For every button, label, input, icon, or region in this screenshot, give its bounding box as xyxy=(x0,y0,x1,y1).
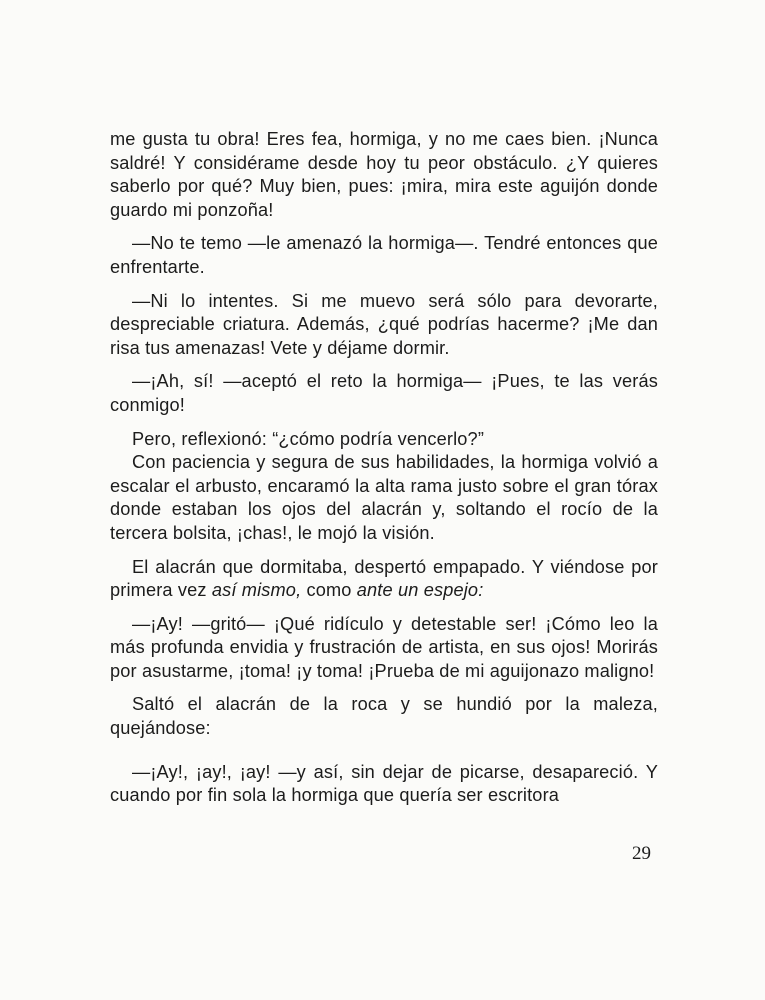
paragraph-7-text-b: como xyxy=(301,580,357,601)
paragraph-7-italic-b: ante un espejo: xyxy=(356,580,484,601)
page-number: 29 xyxy=(632,843,651,864)
paragraph-3: —Ni lo intentes. Si me muevo será sólo para devorarte, despreciable criatura. Además, ¿qué podrías hacerme? ¡Me dan risa tus amenazas! Vete y déjame dormir. xyxy=(110,290,658,358)
paragraph-10: —¡Ay!, ¡ay!, ¡ay! —y así, sin dejar de picarse, desapareció. Y cuando por fin sola la hormiga que quería ser escritora xyxy=(110,761,658,806)
paragraph-5: Pero, reflexionó: “¿cómo podría vencerlo?” xyxy=(132,428,485,449)
paragraph-9: Saltó el alacrán de la roca y se hundió por la maleza, quejándose: xyxy=(110,694,658,739)
paragraph-1: me gusta tu obra! Eres fea, hormiga, y no me caes bien. ¡Nunca saldré! Y considérame desde hoy tu peor obstáculo. ¿Y quieres saberlo por qué? Muy bien, pues: ¡mira, mira este aguijón donde guardo mi ponzoña! xyxy=(110,129,658,220)
paragraph-7 xyxy=(110,556,658,603)
paragraph-7-italic-a: así mismo, xyxy=(211,580,302,601)
paragraph-7-text-a: El alacrán que dormitaba, despertó empapado. Y viéndose por primera vez xyxy=(110,556,658,601)
paragraph-6: Con paciencia y segura de sus habilidades, la hormiga volvió a escalar el arbusto, encaramó la alta rama justo sobre el gran tórax donde estaban los ojos del alacrán y, soltando el rocío de la tercera bolsita, ¡chas!, le mojó la visión. xyxy=(110,452,658,543)
paragraph-2: —No te temo —le amenazó la hormiga—. Tendré entonces que enfrentarte. xyxy=(110,233,658,277)
paragraph-4: —¡Ah, sí! —aceptó el reto la hormiga— ¡Pues, te las verás conmigo! xyxy=(110,371,658,415)
paragraph-8: —¡Ay! —gritó— ¡Qué ridículo y detestable ser! ¡Cómo leo la más profunda envidia y frustración de artista, en sus ojos! Morirás por asustarme, ¡toma! ¡y toma! ¡Prueba de mi aguijonazo maligno! xyxy=(110,613,658,681)
body-text xyxy=(110,128,658,808)
